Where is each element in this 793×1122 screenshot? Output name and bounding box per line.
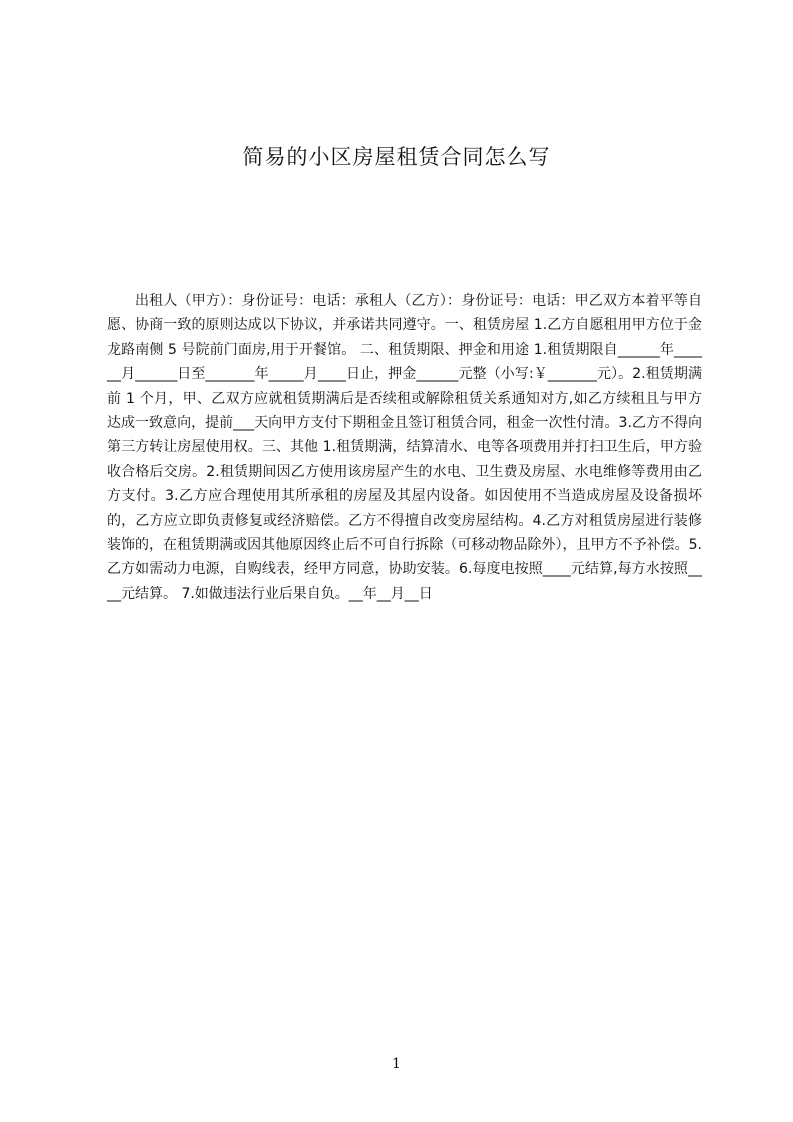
page-number: 1 xyxy=(392,1056,401,1072)
contract-body-text: 出租人（甲方）：身份证号：电话：承租人（乙方）：身份证号：电话：甲乙双方本着平等自愿、协商一致的原则达成以下协议，并承诺共同遵守。一、租赁房屋 1.乙方自愿租用甲方位于金龙路南侧 5 号院前门面房,用于开餐馆。 二、租赁期限、押金和用途 1.租赁期限自______年______月______日至_______年_____月____日止，押金______元整（小写:￥_______元）。2.租赁期满前 1 个月，甲、乙双方应就租赁期满后是否续租或解除租赁关系通知对方,如乙方续租且与甲方达成一致意向，提前___天向甲方支付下期租金且签订租赁合同，租金一次性付清。3.乙方不得向第三方转让房屋使用权。三、其他 1.租赁期满，结算清水、电等各项费用并打扫卫生后，甲方验收合格后交房。2.租赁期间因乙方使用该房屋产生的水电、卫生费及房屋、水电维修等费用由乙方支付。3.乙方应合理使用其所承租的房屋及其屋内设备。如因使用不当造成房屋及设备损坏的，乙方应立即负责修复或经济赔偿。乙方不得擅自改变房屋结构。4.乙方对租赁房屋进行装修装饰的，在租赁期满或因其他原因终止后不可自行拆除（可移动物品除外），且甲方不予补偿。5.乙方如需动力电源，自购线表，经甲方同意，协助安装。6.每度电按照____元结算,每方水按照____元结算。 7.如做违法行业后果自负。__年__月__日 xyxy=(107,293,702,602)
document-title: 简易的小区房屋租赁合同怎么写 xyxy=(242,145,551,169)
